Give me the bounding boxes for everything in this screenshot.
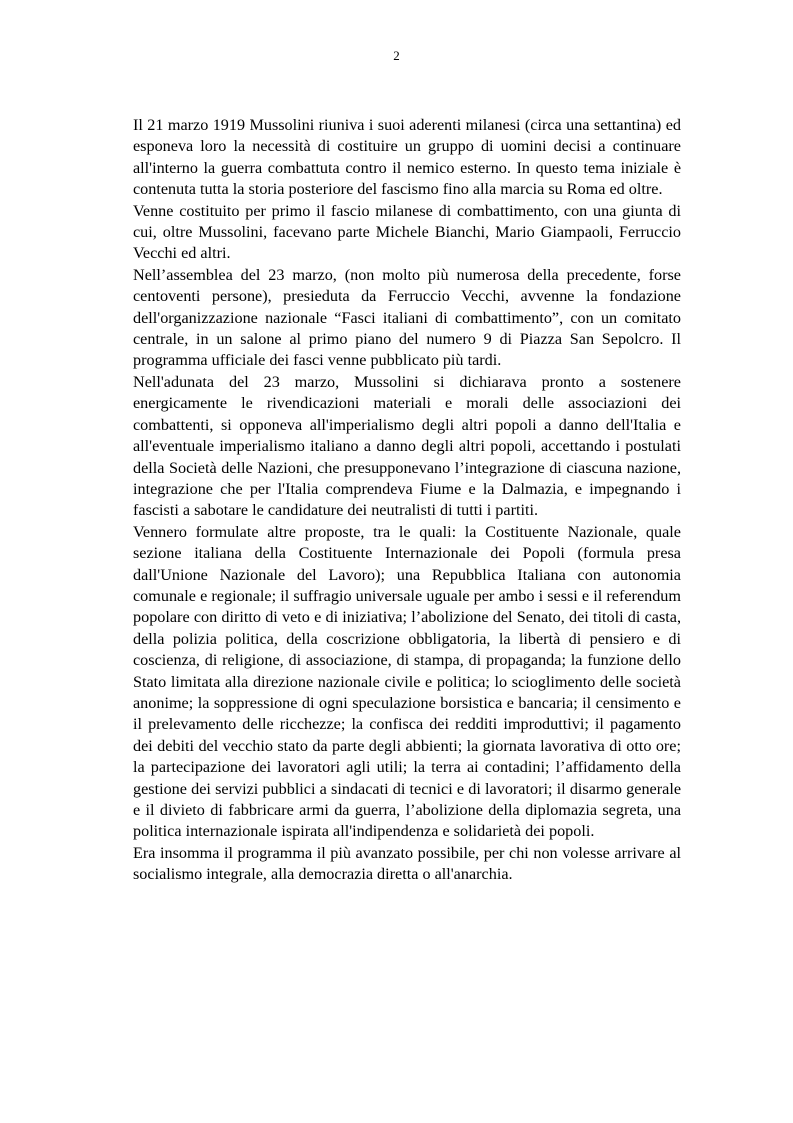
paragraph-conclusion: Era insomma il programma il più avanzato possibile, per chi non volesse arrivare al socialismo integrale, alla democrazia diretta o all'anarchia. — [133, 843, 681, 884]
paragraph-milan-fascio: Venne costituito per primo il fascio milanese di combattimento, con una giunta di cui, oltre Mussolini, facevano parte Michele Bianchi, Mario Giampaoli, Ferruccio Vecchi ed altri. — [133, 201, 681, 263]
paragraph-founding-meeting: Il 21 marzo 1919 Mussolini riuniva i suoi aderenti milanesi (circa una settantina) ed esponeva loro la necessità di costituire un gruppo di uomini decisi a continuare all'interno la guerra combattuta contro il nemico esterno. In questo tema iniziale è contenuta tutta la storia posteriore del fascismo fino alla marcia su Roma ed oltre. — [133, 116, 681, 199]
page-number: 2 — [393, 48, 400, 63]
body-text — [133, 115, 681, 886]
paragraph-mussolini-declaration: Nell'adunata del 23 marzo, Mussolini si dichiarava pronto a sostenere energicamente le rivendicazioni materiali e morali delle associazioni dei combattenti, si opponeva all'imperialismo degli altri popoli a danno dell'Italia e all'eventuale imperialismo italiano a danno degli altri popoli, accettando i postulati della Società delle Nazioni, che presupponevano l’integrazione di ciascuna nazione, integrazione che per l'Italia comprendeva Fiume e la Dalmazia, e impegnando i fascisti a sabotare le candidature dei neutralisti di tutti i partiti. — [133, 372, 681, 520]
paragraph-program-proposals: Vennero formulate altre proposte, tra le quali: la Costituente Nazionale, quale sezione italiana della Costituente Internazionale dei Popoli (formula presa dall'Unione Nazionale del Lavoro); una Repubblica Italiana con autonomia comunale e regionale; il suffragio universale uguale per ambo i sessi e il referendum popolare con diritto di veto e di iniziativa; l’abolizione del Senato, dei titoli di casta, della polizia politica, della coscrizione obbligatoria, la libertà di pensiero e di coscienza, di religione, di associazione, di stampa, di propaganda; la funzione dello Stato limitata alla direzione nazionale civile e politica; lo scioglimento delle società anonime; la soppressione di ogni speculazione borsistica e bancaria; il censimento e il prelevamento delle ricchezze; la confisca dei redditi improduttivi; il pagamento dei debiti del vecchio stato da parte degli abbienti; la giornata lavorativa di otto ore; la partecipazione dei lavoratori agli utili; la terra ai contadini; l’affidamento della gestione dei servizi pubblici a sindacati di tecnici e di lavoratori; il disarmo generale e il divieto di fabbricare armi da guerra, l’abolizione della diplomazia segreta, una politica internazionale ispirata all'indipendenza e solidarietà dei popoli. — [133, 522, 681, 841]
paragraph-assembly-23-march: Nell’assemblea del 23 marzo, (non molto più numerosa della precedente, forse centoventi persone), presieduta da Ferruccio Vecchi, avvenne la fondazione dell'organizzazione nazionale “Fasci italiani di combattimento”, con un comitato centrale, in un salone al primo piano del numero 9 di Piazza San Sepolcro. Il programma ufficiale dei fasci venne pubblicato più tardi. — [133, 265, 681, 370]
